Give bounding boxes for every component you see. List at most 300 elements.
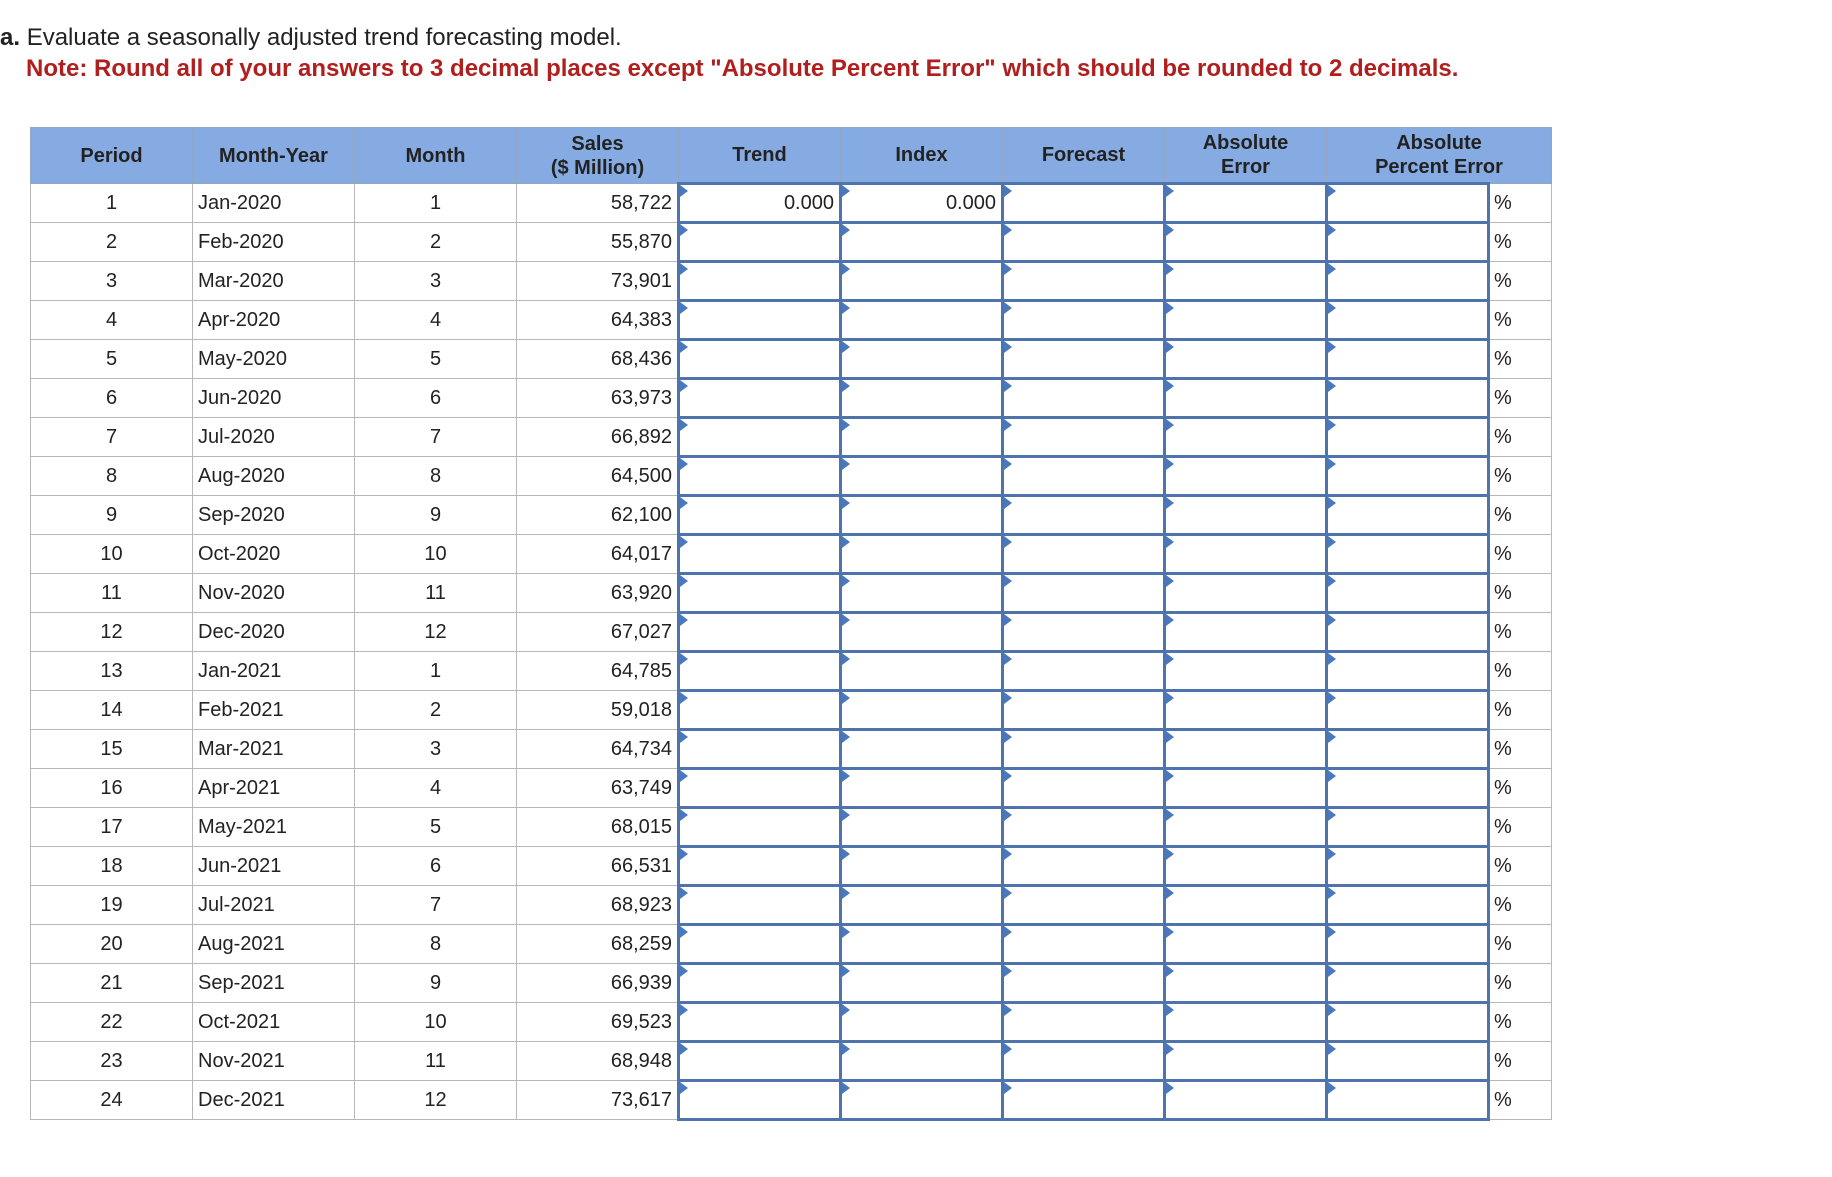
trend-input[interactable] bbox=[679, 262, 841, 301]
sales-cell: 63,749 bbox=[517, 769, 679, 808]
input-marker-icon bbox=[1166, 809, 1174, 821]
input-marker-icon bbox=[1328, 1043, 1336, 1055]
input-marker-icon bbox=[1328, 536, 1336, 548]
forecast-input[interactable] bbox=[1003, 262, 1165, 301]
input-marker-icon bbox=[842, 380, 850, 392]
input-marker-icon bbox=[680, 224, 688, 236]
index-input[interactable] bbox=[841, 1081, 1003, 1120]
absolute-error-input[interactable] bbox=[1165, 340, 1327, 379]
input-marker-icon bbox=[1166, 458, 1174, 470]
absolute-percent-error-input[interactable] bbox=[1327, 496, 1489, 535]
input-marker-icon bbox=[1328, 848, 1336, 860]
month-year-cell: May-2020 bbox=[193, 340, 355, 379]
period-cell: 3 bbox=[31, 262, 193, 301]
rounding-note: Note: Round all of your answers to 3 decimal places except "Absolute Percent Error" which should be rounded to 2 decimals. bbox=[26, 55, 1459, 82]
input-marker-icon bbox=[1004, 926, 1012, 938]
forecast-input[interactable] bbox=[1003, 1003, 1165, 1042]
absolute-error-input[interactable] bbox=[1165, 184, 1327, 223]
period-cell: 16 bbox=[31, 769, 193, 808]
period-cell: 10 bbox=[31, 535, 193, 574]
table-row bbox=[31, 1081, 1552, 1120]
input-marker-icon bbox=[1328, 380, 1336, 392]
month-cell: 1 bbox=[355, 652, 517, 691]
percent-sign: % bbox=[1489, 379, 1552, 418]
input-marker-icon bbox=[842, 536, 850, 548]
sales-cell: 64,734 bbox=[517, 730, 679, 769]
trend-input[interactable] bbox=[679, 652, 841, 691]
month-year-cell: Aug-2020 bbox=[193, 457, 355, 496]
month-cell: 5 bbox=[355, 808, 517, 847]
absolute-percent-error-input[interactable] bbox=[1327, 691, 1489, 730]
input-marker-icon bbox=[842, 809, 850, 821]
trend-input[interactable] bbox=[679, 223, 841, 262]
month-cell: 2 bbox=[355, 223, 517, 262]
input-marker-icon bbox=[842, 965, 850, 977]
forecast-input[interactable] bbox=[1003, 223, 1165, 262]
percent-sign: % bbox=[1489, 535, 1552, 574]
sales-cell: 68,015 bbox=[517, 808, 679, 847]
input-marker-icon bbox=[1004, 770, 1012, 782]
month-year-cell: Mar-2021 bbox=[193, 730, 355, 769]
month-year-cell: Aug-2021 bbox=[193, 925, 355, 964]
input-marker-icon bbox=[1166, 926, 1174, 938]
period-cell: 2 bbox=[31, 223, 193, 262]
col-header-absolute-percent-error-line2: Percent Error bbox=[1375, 156, 1503, 178]
input-marker-icon bbox=[842, 692, 850, 704]
absolute-percent-error-input[interactable] bbox=[1327, 340, 1489, 379]
trend-input[interactable] bbox=[679, 730, 841, 769]
index-input[interactable] bbox=[841, 379, 1003, 418]
absolute-percent-error-input[interactable] bbox=[1327, 652, 1489, 691]
forecast-input[interactable] bbox=[1003, 769, 1165, 808]
input-marker-icon bbox=[842, 575, 850, 587]
forecast-input[interactable] bbox=[1003, 886, 1165, 925]
table-row bbox=[31, 730, 1552, 769]
absolute-percent-error-input[interactable] bbox=[1327, 301, 1489, 340]
absolute-error-input[interactable] bbox=[1165, 964, 1327, 1003]
absolute-percent-error-input[interactable] bbox=[1327, 730, 1489, 769]
index-input[interactable] bbox=[841, 769, 1003, 808]
forecast-input[interactable] bbox=[1003, 808, 1165, 847]
month-year-cell: Mar-2020 bbox=[193, 262, 355, 301]
absolute-error-input[interactable] bbox=[1165, 1003, 1327, 1042]
forecast-input[interactable] bbox=[1003, 925, 1165, 964]
absolute-percent-error-input[interactable] bbox=[1327, 418, 1489, 457]
trend-input[interactable] bbox=[679, 574, 841, 613]
col-header-sales-line2: ($ Million) bbox=[550, 156, 645, 179]
input-marker-icon bbox=[1328, 809, 1336, 821]
input-marker-icon bbox=[1004, 848, 1012, 860]
trend-input[interactable] bbox=[679, 691, 841, 730]
month-year-cell: Oct-2020 bbox=[193, 535, 355, 574]
absolute-error-input[interactable] bbox=[1165, 223, 1327, 262]
percent-sign: % bbox=[1489, 418, 1552, 457]
col-header-sales bbox=[517, 128, 679, 184]
month-year-cell: Nov-2021 bbox=[193, 1042, 355, 1081]
trend-input[interactable] bbox=[679, 496, 841, 535]
table-row bbox=[31, 262, 1552, 301]
input-marker-icon bbox=[1004, 497, 1012, 509]
percent-sign: % bbox=[1489, 691, 1552, 730]
sales-cell: 63,920 bbox=[517, 574, 679, 613]
input-marker-icon bbox=[680, 887, 688, 899]
month-cell: 3 bbox=[355, 262, 517, 301]
forecast-input[interactable] bbox=[1003, 535, 1165, 574]
col-header-trend: Trend bbox=[679, 128, 841, 184]
month-year-cell: Dec-2020 bbox=[193, 613, 355, 652]
index-input[interactable] bbox=[841, 262, 1003, 301]
col-header-month-year: Month-Year bbox=[193, 128, 355, 184]
col-header-index: Index bbox=[841, 128, 1003, 184]
input-marker-icon bbox=[1004, 731, 1012, 743]
table-row bbox=[31, 301, 1552, 340]
forecast-input[interactable] bbox=[1003, 496, 1165, 535]
forecast-input[interactable] bbox=[1003, 730, 1165, 769]
index-input[interactable] bbox=[841, 457, 1003, 496]
month-cell: 3 bbox=[355, 730, 517, 769]
sales-cell: 68,923 bbox=[517, 886, 679, 925]
input-marker-icon bbox=[1166, 887, 1174, 899]
forecast-input[interactable] bbox=[1003, 613, 1165, 652]
index-input[interactable] bbox=[841, 847, 1003, 886]
input-marker-icon bbox=[1166, 263, 1174, 275]
trend-input[interactable] bbox=[679, 535, 841, 574]
absolute-percent-error-input[interactable] bbox=[1327, 925, 1489, 964]
absolute-percent-error-input[interactable] bbox=[1327, 379, 1489, 418]
absolute-error-input[interactable] bbox=[1165, 574, 1327, 613]
forecast-input[interactable] bbox=[1003, 847, 1165, 886]
input-marker-icon bbox=[842, 1082, 850, 1094]
input-marker-icon bbox=[1004, 614, 1012, 626]
input-marker-icon bbox=[1166, 1004, 1174, 1016]
absolute-error-input[interactable] bbox=[1165, 535, 1327, 574]
absolute-percent-error-input[interactable] bbox=[1327, 886, 1489, 925]
percent-sign: % bbox=[1489, 184, 1552, 223]
index-input[interactable] bbox=[841, 223, 1003, 262]
input-marker-icon bbox=[842, 341, 850, 353]
forecast-input[interactable] bbox=[1003, 379, 1165, 418]
index-input[interactable] bbox=[841, 418, 1003, 457]
index-input[interactable] bbox=[841, 1003, 1003, 1042]
period-cell: 17 bbox=[31, 808, 193, 847]
input-marker-icon bbox=[680, 1004, 688, 1016]
input-marker-icon bbox=[680, 653, 688, 665]
forecast-input[interactable] bbox=[1003, 301, 1165, 340]
input-marker-icon bbox=[842, 302, 850, 314]
input-marker-icon bbox=[1328, 1082, 1336, 1094]
input-marker-icon bbox=[1166, 302, 1174, 314]
forecast-input[interactable] bbox=[1003, 574, 1165, 613]
input-marker-icon bbox=[1004, 1043, 1012, 1055]
trend-input[interactable] bbox=[679, 847, 841, 886]
percent-sign: % bbox=[1489, 262, 1552, 301]
input-marker-icon bbox=[1166, 653, 1174, 665]
absolute-error-input[interactable] bbox=[1165, 808, 1327, 847]
percent-sign: % bbox=[1489, 457, 1552, 496]
forecast-input[interactable] bbox=[1003, 1081, 1165, 1120]
input-marker-icon bbox=[680, 965, 688, 977]
absolute-error-input[interactable] bbox=[1165, 847, 1327, 886]
trend-input[interactable] bbox=[679, 808, 841, 847]
input-marker-icon bbox=[842, 926, 850, 938]
input-marker-icon bbox=[1166, 224, 1174, 236]
absolute-percent-error-input[interactable] bbox=[1327, 964, 1489, 1003]
period-cell: 20 bbox=[31, 925, 193, 964]
table-row bbox=[31, 847, 1552, 886]
input-marker-icon bbox=[1004, 1004, 1012, 1016]
input-marker-icon bbox=[680, 1082, 688, 1094]
period-cell: 1 bbox=[31, 184, 193, 223]
input-marker-icon bbox=[1166, 770, 1174, 782]
index-input[interactable] bbox=[841, 1042, 1003, 1081]
table-row bbox=[31, 574, 1552, 613]
month-year-cell: Jan-2021 bbox=[193, 652, 355, 691]
percent-sign: % bbox=[1489, 808, 1552, 847]
input-marker-icon bbox=[842, 1043, 850, 1055]
percent-sign: % bbox=[1489, 1003, 1552, 1042]
index-input[interactable] bbox=[841, 730, 1003, 769]
input-marker-icon bbox=[680, 458, 688, 470]
input-marker-icon bbox=[1166, 575, 1174, 587]
input-marker-icon bbox=[1166, 380, 1174, 392]
percent-sign: % bbox=[1489, 1081, 1552, 1120]
absolute-error-input[interactable] bbox=[1165, 652, 1327, 691]
absolute-error-input[interactable] bbox=[1165, 769, 1327, 808]
input-marker-icon bbox=[1004, 536, 1012, 548]
index-input[interactable] bbox=[841, 184, 1003, 223]
sales-cell: 73,901 bbox=[517, 262, 679, 301]
trend-input[interactable] bbox=[679, 301, 841, 340]
forecast-table bbox=[30, 127, 1552, 1121]
trend-input[interactable] bbox=[679, 1003, 841, 1042]
month-year-cell: Dec-2021 bbox=[193, 1081, 355, 1120]
forecast-input[interactable] bbox=[1003, 457, 1165, 496]
col-header-sales-line1: Sales bbox=[571, 132, 624, 155]
absolute-percent-error-input[interactable] bbox=[1327, 184, 1489, 223]
table-row bbox=[31, 496, 1552, 535]
input-marker-icon bbox=[842, 263, 850, 275]
sales-cell: 68,948 bbox=[517, 1042, 679, 1081]
input-marker-icon bbox=[1328, 185, 1336, 197]
table-row bbox=[31, 691, 1552, 730]
col-header-month: Month bbox=[355, 128, 517, 184]
absolute-percent-error-input[interactable] bbox=[1327, 1042, 1489, 1081]
input-marker-icon bbox=[1328, 1004, 1336, 1016]
input-marker-icon bbox=[1328, 887, 1336, 899]
trend-input[interactable] bbox=[679, 457, 841, 496]
input-marker-icon bbox=[1004, 224, 1012, 236]
sales-cell: 58,722 bbox=[517, 184, 679, 223]
instruction-text: Evaluate a seasonally adjusted trend forecasting model. bbox=[26, 24, 622, 51]
table-row bbox=[31, 457, 1552, 496]
input-marker-icon bbox=[1004, 185, 1012, 197]
input-marker-icon bbox=[680, 770, 688, 782]
table-row bbox=[31, 1042, 1552, 1081]
table-row bbox=[31, 340, 1552, 379]
input-marker-icon bbox=[1166, 965, 1174, 977]
index-input[interactable] bbox=[841, 613, 1003, 652]
sales-cell: 62,100 bbox=[517, 496, 679, 535]
index-input[interactable] bbox=[841, 808, 1003, 847]
sales-cell: 66,939 bbox=[517, 964, 679, 1003]
month-year-cell: Jun-2020 bbox=[193, 379, 355, 418]
sales-cell: 59,018 bbox=[517, 691, 679, 730]
period-cell: 8 bbox=[31, 457, 193, 496]
month-year-cell: May-2021 bbox=[193, 808, 355, 847]
trend-input[interactable] bbox=[679, 613, 841, 652]
col-header-absolute-error-line1: Absolute bbox=[1202, 132, 1289, 154]
absolute-error-input[interactable] bbox=[1165, 496, 1327, 535]
absolute-percent-error-input[interactable] bbox=[1327, 613, 1489, 652]
col-header-absolute-error-line2: Error bbox=[1221, 156, 1270, 178]
month-cell: 12 bbox=[355, 1081, 517, 1120]
absolute-error-input[interactable] bbox=[1165, 418, 1327, 457]
absolute-error-input[interactable] bbox=[1165, 1081, 1327, 1120]
absolute-error-input[interactable] bbox=[1165, 730, 1327, 769]
index-input[interactable] bbox=[841, 652, 1003, 691]
month-cell: 6 bbox=[355, 847, 517, 886]
index-input[interactable] bbox=[841, 925, 1003, 964]
table-row bbox=[31, 223, 1552, 262]
sales-cell: 63,973 bbox=[517, 379, 679, 418]
trend-input[interactable] bbox=[679, 886, 841, 925]
input-marker-icon bbox=[1166, 497, 1174, 509]
forecast-input[interactable] bbox=[1003, 652, 1165, 691]
question-header bbox=[0, 22, 1458, 85]
period-cell: 22 bbox=[31, 1003, 193, 1042]
table-row bbox=[31, 808, 1552, 847]
index-input[interactable] bbox=[841, 691, 1003, 730]
absolute-error-input[interactable] bbox=[1165, 301, 1327, 340]
trend-input[interactable] bbox=[679, 1081, 841, 1120]
input-marker-icon bbox=[1166, 614, 1174, 626]
input-marker-icon bbox=[1004, 380, 1012, 392]
percent-sign: % bbox=[1489, 886, 1552, 925]
index-input[interactable] bbox=[841, 535, 1003, 574]
input-marker-icon bbox=[1166, 731, 1174, 743]
col-header-period: Period bbox=[31, 128, 193, 184]
input-marker-icon bbox=[1166, 419, 1174, 431]
input-marker-icon bbox=[1004, 458, 1012, 470]
trend-input[interactable] bbox=[679, 1042, 841, 1081]
input-marker-icon bbox=[1328, 731, 1336, 743]
table-row bbox=[31, 964, 1552, 1003]
month-year-cell: Sep-2020 bbox=[193, 496, 355, 535]
input-marker-icon bbox=[842, 458, 850, 470]
month-cell: 4 bbox=[355, 301, 517, 340]
absolute-percent-error-input[interactable] bbox=[1327, 574, 1489, 613]
index-input[interactable] bbox=[841, 886, 1003, 925]
input-marker-icon bbox=[1166, 341, 1174, 353]
absolute-percent-error-input[interactable] bbox=[1327, 535, 1489, 574]
index-input[interactable] bbox=[841, 964, 1003, 1003]
sales-cell: 68,436 bbox=[517, 340, 679, 379]
absolute-percent-error-input[interactable] bbox=[1327, 223, 1489, 262]
percent-sign: % bbox=[1489, 730, 1552, 769]
table-row bbox=[31, 379, 1552, 418]
forecast-input[interactable] bbox=[1003, 1042, 1165, 1081]
absolute-percent-error-input[interactable] bbox=[1327, 1081, 1489, 1120]
trend-input[interactable] bbox=[679, 418, 841, 457]
trend-input[interactable] bbox=[679, 379, 841, 418]
absolute-error-input[interactable] bbox=[1165, 886, 1327, 925]
absolute-error-input[interactable] bbox=[1165, 1042, 1327, 1081]
absolute-error-input[interactable] bbox=[1165, 379, 1327, 418]
percent-sign: % bbox=[1489, 340, 1552, 379]
period-cell: 9 bbox=[31, 496, 193, 535]
input-marker-icon bbox=[680, 380, 688, 392]
table-row bbox=[31, 184, 1552, 223]
month-cell: 7 bbox=[355, 886, 517, 925]
instruction-line bbox=[0, 22, 1458, 54]
trend-input[interactable] bbox=[679, 964, 841, 1003]
absolute-error-input[interactable] bbox=[1165, 925, 1327, 964]
forecast-input[interactable] bbox=[1003, 964, 1165, 1003]
table-row bbox=[31, 535, 1552, 574]
absolute-percent-error-input[interactable] bbox=[1327, 847, 1489, 886]
input-marker-icon bbox=[680, 1043, 688, 1055]
index-input[interactable] bbox=[841, 574, 1003, 613]
forecast-input[interactable] bbox=[1003, 418, 1165, 457]
trend-input[interactable] bbox=[679, 769, 841, 808]
period-cell: 12 bbox=[31, 613, 193, 652]
trend-input[interactable] bbox=[679, 184, 841, 223]
month-year-cell: Feb-2021 bbox=[193, 691, 355, 730]
absolute-percent-error-input[interactable] bbox=[1327, 808, 1489, 847]
absolute-error-input[interactable] bbox=[1165, 262, 1327, 301]
input-marker-icon bbox=[1004, 887, 1012, 899]
percent-sign: % bbox=[1489, 613, 1552, 652]
absolute-error-input[interactable] bbox=[1165, 457, 1327, 496]
input-marker-icon bbox=[1004, 1082, 1012, 1094]
absolute-percent-error-input[interactable] bbox=[1327, 457, 1489, 496]
period-cell: 6 bbox=[31, 379, 193, 418]
absolute-percent-error-input[interactable] bbox=[1327, 1003, 1489, 1042]
trend-input[interactable] bbox=[679, 340, 841, 379]
period-cell: 15 bbox=[31, 730, 193, 769]
input-marker-icon bbox=[842, 185, 850, 197]
input-marker-icon bbox=[1004, 692, 1012, 704]
trend-input-value: 0.000 bbox=[783, 191, 834, 214]
absolute-error-input[interactable] bbox=[1165, 613, 1327, 652]
period-cell: 4 bbox=[31, 301, 193, 340]
absolute-percent-error-input[interactable] bbox=[1327, 769, 1489, 808]
month-cell: 10 bbox=[355, 535, 517, 574]
index-input[interactable] bbox=[841, 496, 1003, 535]
table-row bbox=[31, 925, 1552, 964]
index-input[interactable] bbox=[841, 340, 1003, 379]
table-body bbox=[31, 184, 1552, 1120]
input-marker-icon bbox=[842, 848, 850, 860]
input-marker-icon bbox=[1328, 341, 1336, 353]
period-cell: 19 bbox=[31, 886, 193, 925]
absolute-error-input[interactable] bbox=[1165, 691, 1327, 730]
forecast-input[interactable] bbox=[1003, 340, 1165, 379]
input-marker-icon bbox=[842, 497, 850, 509]
period-cell: 7 bbox=[31, 418, 193, 457]
input-marker-icon bbox=[1004, 302, 1012, 314]
month-year-cell: Sep-2021 bbox=[193, 964, 355, 1003]
absolute-percent-error-input[interactable] bbox=[1327, 262, 1489, 301]
sales-cell: 64,785 bbox=[517, 652, 679, 691]
table-row bbox=[31, 1003, 1552, 1042]
period-cell: 5 bbox=[31, 340, 193, 379]
trend-input[interactable] bbox=[679, 925, 841, 964]
index-input[interactable] bbox=[841, 301, 1003, 340]
input-marker-icon bbox=[842, 731, 850, 743]
forecast-input[interactable] bbox=[1003, 184, 1165, 223]
forecast-input[interactable] bbox=[1003, 691, 1165, 730]
